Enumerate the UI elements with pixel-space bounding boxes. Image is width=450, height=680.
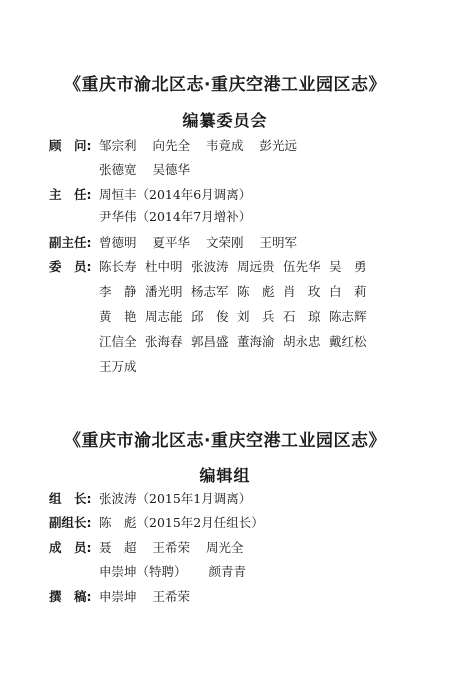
members-names-5 [99,357,145,377]
advisors-names [99,136,309,156]
deputy-director-name: 王明军 [259,235,298,250]
member-name: 郭昌盛 [191,334,229,349]
director-name-2: 尹华伟（2014年7月增补） [99,209,252,224]
member-name: 肖 玫 [283,284,321,299]
members-names-1 [99,257,375,277]
advisors-names-2 [99,160,202,180]
member-name: 戴红松 [329,334,367,349]
advisor-name: 韦竟成 [206,138,244,153]
member-name: 潘光明 [145,284,183,299]
advisor-name: 邹宗利 [99,138,137,153]
members-label: 委 员: [49,259,92,274]
member-name: 胡永忠 [283,334,321,349]
writer-name: 申崇坤 [99,589,137,604]
editorial-member-name: 申崇坤（特聘） [99,564,187,579]
member-name: 杨志军 [191,284,229,299]
members-names-3 [99,307,375,327]
advisor-name: 彭光远 [259,138,298,153]
deputy-director-names [99,233,309,253]
advisors-label: 顾 问: [49,138,92,153]
leader-text: 张波涛（2015年1月调离） [99,491,252,506]
writer-name: 王希荣 [152,589,191,604]
deputy-director-name: 夏平华 [152,235,191,250]
editorial-title: 《重庆市渝北区志·重庆空港工业园区志》 [64,431,386,451]
member-name: 江信全 [99,334,137,349]
editorial-member-name: 王希荣 [152,540,191,555]
committee-subtitle: 编纂委员会 [182,111,268,130]
member-name: 邱 俊 [191,309,229,324]
member-name: 周志能 [145,309,183,324]
deputy-director-name: 文荣刚 [206,235,244,250]
members-names-4 [99,332,375,352]
deputy-director-name: 曾德明 [99,235,137,250]
writers-label: 撰 稿: [49,589,92,604]
editorial-members-names [99,538,256,558]
deputy-leader-label: 副组长: [49,515,92,530]
advisor-name: 张德宽 [99,162,137,177]
editorial-subtitle: 编辑组 [199,466,251,485]
editorial-members-names-2 [99,562,258,582]
editorial-member-name: 周光全 [206,540,244,555]
director-label: 主 任: [49,187,92,202]
committee-title: 《重庆市渝北区志·重庆空港工业园区志》 [64,75,386,95]
member-name: 张海春 [145,334,183,349]
member-name: 杜中明 [145,259,183,274]
member-name: 周远贵 [237,259,275,274]
deputy-leader-text: 陈 彪（2015年2月任组长） [99,515,264,530]
member-name: 伍先华 [283,259,321,274]
editorial-member-name: 聂 超 [99,540,137,555]
member-name: 白 莉 [329,284,367,299]
member-name: 李 静 [99,284,137,299]
member-name: 黄 艳 [99,309,137,324]
member-name: 王万成 [99,359,137,374]
editorial-members-label: 成 员: [49,540,92,555]
member-name: 董海渝 [237,334,275,349]
member-name: 陈志辉 [329,309,367,324]
member-name: 石 琼 [283,309,321,324]
member-name: 陈 彪 [237,284,275,299]
members-names-2 [99,282,375,302]
writers-names [99,587,202,607]
member-name: 张波涛 [191,259,229,274]
advisor-name: 向先全 [152,138,191,153]
member-name: 刘 兵 [237,309,275,324]
advisor-name: 吴德华 [152,162,191,177]
director-name: 周恒丰（2014年6月调离） [99,187,252,202]
deputy-director-label: 副主任: [49,235,92,250]
editorial-member-name: 颜青青 [208,564,247,579]
member-name: 吴 勇 [329,259,367,274]
member-name: 陈长寿 [99,259,137,274]
leader-label: 组 长: [49,491,92,506]
